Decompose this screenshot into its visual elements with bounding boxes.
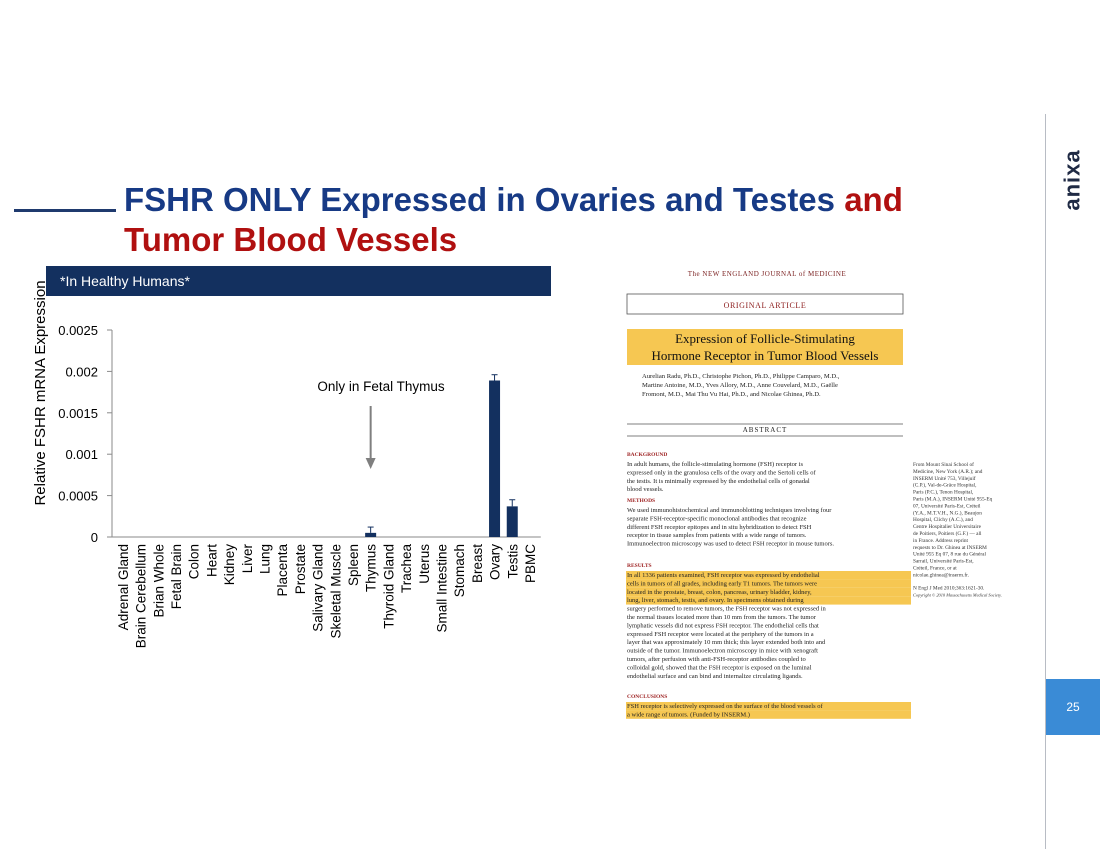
citation: N Engl J Med 2010;363:1621-30. bbox=[913, 585, 985, 592]
text-line: lung, liver, stomach, testis, and ovary. In specimens obtained during bbox=[627, 597, 804, 605]
text-line: We used immunohistochemical and immunoblotting techniques involving four bbox=[627, 507, 832, 514]
x-tick-label: Brain Cerebellum bbox=[133, 544, 149, 649]
right-divider bbox=[1045, 114, 1046, 849]
affiliation-line: (Y.A., M.T.V.H., N.G.), Beaujon bbox=[913, 510, 982, 517]
affiliation-line: INSERM Unité 753, Villejuif bbox=[913, 475, 976, 482]
x-tick-label: Breast bbox=[469, 544, 485, 584]
methods-text bbox=[627, 507, 834, 548]
affiliation-line: Sarrail, Université Paris-Est, bbox=[913, 558, 974, 565]
title-part-3: Tumor Blood Vessels bbox=[124, 221, 458, 258]
article-authors bbox=[642, 373, 840, 398]
x-tick-label: Spleen bbox=[345, 544, 361, 587]
text-line: layer that was approximately 10 mm thick; this layer extended both into and bbox=[627, 639, 826, 647]
x-tick-label: Fetal Brain bbox=[168, 544, 184, 610]
x-tick-label: Kidney bbox=[222, 544, 238, 586]
affiliation-line: Créteil, France, or at bbox=[913, 565, 957, 572]
affiliation-line: Paris (M.A.), INSERM Unité 955-Eq bbox=[913, 496, 993, 503]
results-text bbox=[626, 571, 911, 680]
affiliation-line: nicolae.ghinea@inserm.fr. bbox=[913, 572, 969, 579]
text-line: endothelial surface and can bind and internalize circulating ligands. bbox=[627, 672, 803, 680]
text-line: Aurelian Radu, Ph.D., Christophe Pichon, Ph.D., Philippe Camparo, M.D., bbox=[642, 373, 840, 380]
x-tick-label: Testis bbox=[505, 544, 521, 579]
x-tick-label: Placenta bbox=[275, 544, 291, 597]
text-line: Martine Antoine, M.D., Yves Allory, M.D., Anne Couvelard, M.D., Gaëlle bbox=[642, 382, 838, 389]
text-line: blood vessels. bbox=[627, 486, 664, 494]
y-tick-label: 0.002 bbox=[65, 364, 98, 380]
x-tick-label: Colon bbox=[186, 544, 202, 580]
title-part-1: FSHR ONLY Expressed in Ovaries and Testes bbox=[124, 181, 836, 218]
nejm-article-thumbnail bbox=[622, 262, 912, 732]
x-tick-label: Skeletal Muscle bbox=[328, 544, 344, 639]
journal-name: The NEW ENGLAND JOURNAL of MEDICINE bbox=[687, 270, 847, 278]
bar-thymus bbox=[365, 533, 376, 537]
x-tick-label: Ovary bbox=[487, 544, 503, 581]
affiliation-line: From Mount Sinai School of bbox=[913, 462, 974, 468]
x-tick-label: Uterus bbox=[416, 544, 432, 584]
y-tick-label: 0.0025 bbox=[58, 323, 98, 338]
y-tick-label: 0.0015 bbox=[58, 405, 98, 421]
text-line: receptor in tissue samples from patients with a wide range of tumors. bbox=[627, 532, 807, 540]
text-line: located in the prostate, breast, colon, pancreas, urinary bladder, kidney, bbox=[627, 588, 812, 596]
nejm-affiliation-column bbox=[911, 458, 1033, 598]
text-line: the testis. It is minimally expressed by the endothelial cells of gonadal bbox=[627, 477, 810, 485]
copyright: Copyright © 2010 Massachusetts Medical Society. bbox=[913, 592, 1002, 598]
text-line: surgery performed to remove tumors, the FSH receptor was not expressed in bbox=[627, 605, 826, 613]
x-tick-label: Small Intestine bbox=[434, 544, 450, 633]
x-tick-label: PBMC bbox=[522, 544, 538, 584]
text-line: In all 1336 patients examined, FSH receptor was expressed by endothelial bbox=[627, 572, 820, 579]
text-line: Immunoelectron microscopy was used to detect FSH receptor in mouse tumors. bbox=[627, 540, 835, 548]
article-title-line: Hormone Receptor in Tumor Blood Vessels bbox=[651, 348, 879, 363]
affiliation-line: in France. Address reprint bbox=[913, 537, 969, 544]
background-text bbox=[627, 461, 816, 493]
text-line: expressed FSH receptor were located at the periphery of the tumors in a bbox=[627, 630, 814, 638]
title-part-2: and bbox=[844, 181, 903, 218]
text-line: the normal tissues located more than 10 mm from the tumors. The tumor bbox=[627, 614, 816, 621]
affiliation-line: de Poitiers, Poitiers (G.F.) — all bbox=[913, 531, 982, 537]
text-line: lymphatic vessels did not express FSH receptor. The endothelial cells that bbox=[627, 622, 819, 630]
x-tick-label: Thyroid Gland bbox=[381, 544, 397, 629]
affiliation-line: 07, Université Paris-Est, Créteil bbox=[913, 503, 981, 510]
x-tick-label: Adrenal Gland bbox=[115, 544, 131, 631]
text-line: a wide range of tumors. (Funded by INSERM.) bbox=[627, 711, 750, 719]
affiliation-line: (C.P.), Val-de-Grâce Hospital, bbox=[913, 482, 977, 489]
text-line: cells in tumors of all grades, including early T1 tumors. The tumors were bbox=[627, 580, 818, 588]
y-tick-label: 0.001 bbox=[65, 447, 98, 463]
conclusions-heading: CONCLUSIONS bbox=[627, 694, 668, 700]
methods-heading: METHODS bbox=[627, 498, 656, 504]
text-line: expressed only in the granulosa cells of the ovary and the Sertoli cells of bbox=[627, 469, 816, 477]
x-tick-label: Heart bbox=[204, 544, 220, 578]
x-tick-label: Thymus bbox=[363, 544, 379, 593]
y-axis-label: Relative FSHR mRNA Expression bbox=[32, 280, 49, 506]
affiliation-line: Centre Hospitalier Universitaire bbox=[913, 524, 981, 531]
results-heading: RESULTS bbox=[627, 563, 652, 569]
logo-text: anixa bbox=[1060, 149, 1086, 211]
background-heading: BACKGROUND bbox=[627, 452, 668, 458]
affiliation-line: Hospital, Clichy (A.C.), and bbox=[913, 517, 973, 524]
anixa-logo bbox=[1058, 140, 1088, 220]
page-number: 25 bbox=[1046, 679, 1100, 735]
affiliation-line: Unité 955 Eq 07, 8 rue du Général bbox=[913, 551, 986, 558]
x-tick-label: Liver bbox=[239, 544, 255, 574]
text-line: FSH receptor is selectively expressed on the surface of the blood vessels of bbox=[627, 703, 823, 710]
conclusions-text bbox=[626, 702, 911, 719]
x-tick-label: Salivary Gland bbox=[310, 544, 326, 632]
bar-testis bbox=[507, 506, 518, 537]
healthy-humans-banner: *In Healthy Humans* bbox=[46, 266, 551, 296]
text-line: outside of the tumor. Immunoelectron microscopy in mice with xenograft bbox=[627, 647, 818, 655]
text-line: different FSH receptor epitopes and in situ hybridization to detect FSH bbox=[627, 523, 812, 531]
affiliation-line: requests to Dr. Ghinea at INSERM bbox=[913, 544, 987, 551]
x-tick-label: Stomach bbox=[452, 544, 468, 598]
text-line: tumors, after perfusion with anti-FSH-receptor antibodies coupled to bbox=[627, 656, 806, 663]
y-tick-label: 0 bbox=[90, 530, 98, 545]
text-line: colloidal gold, showed that the FSH receptor is exposed on the luminal bbox=[627, 664, 812, 672]
text-line: Fromont, M.D., Mai Thu Vu Hai, Ph.D., and Nicolae Ghinea, Ph.D. bbox=[642, 391, 821, 398]
x-tick-label: Prostate bbox=[292, 544, 308, 595]
x-tick-label: Lung bbox=[257, 544, 273, 575]
affiliation-line: Medicine, New York (A.R.); and bbox=[913, 468, 983, 475]
x-tick-label: Trachea bbox=[399, 544, 415, 594]
article-type: ORIGINAL ARTICLE bbox=[723, 301, 807, 310]
article-title-line: Expression of Follicle-Stimulating bbox=[675, 331, 855, 346]
text-line: separate FSH-receptor-specific monoclonal antibodies that recognize bbox=[627, 515, 807, 523]
bar-ovary bbox=[489, 381, 500, 537]
abstract-heading: ABSTRACT bbox=[742, 426, 788, 434]
text-line: In adult humans, the follicle-stimulating hormone (FSH) receptor is bbox=[627, 461, 804, 468]
annotation-text: Only in Fetal Thymus bbox=[317, 379, 445, 394]
annotation-arrow-head bbox=[366, 458, 376, 469]
affiliation-line: Paris (P.C.), Tenon Hospital, bbox=[913, 489, 974, 496]
x-tick-label: Brian Whole bbox=[151, 544, 167, 618]
y-tick-label: 0.0005 bbox=[58, 488, 98, 504]
